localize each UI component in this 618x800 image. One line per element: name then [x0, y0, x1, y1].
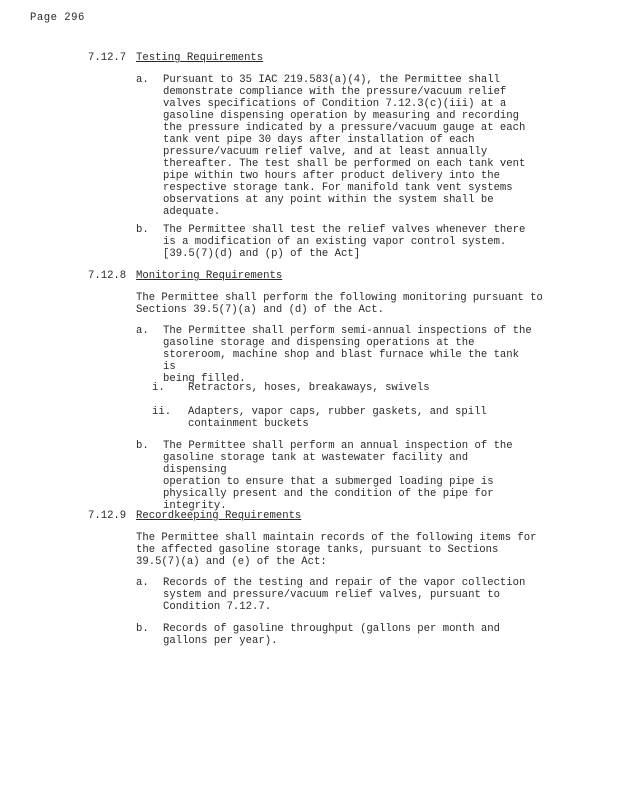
item-text: Pursuant to 35 IAC 219.583(a)(4), the Permittee shall demonstrate compliance with the pressure/vacuum relief valves specifications of Condition 7.12.3(c)(iii) at a gasoline dispensing operation by measuring and recording the pressure indicated by a pressure/vacuum gauge at each tank vent pipe 30 days after installation of each pressure/vacuum relief valve, and at least annually thereafter. The test shall be performed on each tank vent pipe within two hours after product delivery into the respective storage tank. For manifold tank vent systems observations at any point within the system shall be adequate. — [163, 74, 526, 218]
sub-item-label: i. — [152, 382, 165, 394]
item-text: The Permittee shall perform semi-annual inspections of the gasoline storage and dispensing operations at the storeroom, machine shop and blast furnace while the tank is being filled. — [163, 325, 532, 385]
item-text: The Permittee shall perform an annual inspection of the gasoline storage tank at wastewater facility and dispensing operation to ensure that a submerged loading pipe is physically present and the condition of the pipe for integrity. — [163, 440, 513, 512]
section-title: Recordkeeping Requirements — [136, 510, 302, 522]
item-label: b. — [136, 224, 149, 236]
section-number: 7.12.7 — [88, 52, 127, 64]
section-number: 7.12.8 — [88, 270, 127, 282]
sub-item-text: Retractors, hoses, breakaways, swivels — [188, 382, 430, 394]
section-intro: The Permittee shall maintain records of the following items for the affected gasoline storage tanks, pursuant to Sections 39.5(7)(a) and (e) of the Act: — [136, 532, 537, 568]
item-label: a. — [136, 74, 149, 86]
sub-item-label: ii. — [152, 406, 172, 418]
item-label: b. — [136, 440, 149, 452]
item-label: b. — [136, 623, 149, 635]
section-intro: The Permittee shall perform the following monitoring pursuant to Sections 39.5(7)(a) and (d) of the Act. — [136, 292, 543, 316]
page-number: Page 296 — [30, 12, 85, 24]
item-label: a. — [136, 577, 149, 589]
sub-item-text: Adapters, vapor caps, rubber gaskets, and spill containment buckets — [188, 406, 487, 430]
item-text: The Permittee shall test the relief valves whenever there is a modification of an existing vapor control system. [39.5(7)(d) and (p) of the Act] — [163, 224, 526, 260]
item-label: a. — [136, 325, 149, 337]
section-title: Monitoring Requirements — [136, 270, 283, 282]
section-title: Testing Requirements — [136, 52, 264, 64]
item-text: Records of gasoline throughput (gallons per month and gallons per year). — [163, 623, 500, 647]
section-number: 7.12.9 — [88, 510, 127, 522]
item-text: Records of the testing and repair of the vapor collection system and pressure/vacuum relief valves, pursuant to Condition 7.12.7. — [163, 577, 526, 613]
